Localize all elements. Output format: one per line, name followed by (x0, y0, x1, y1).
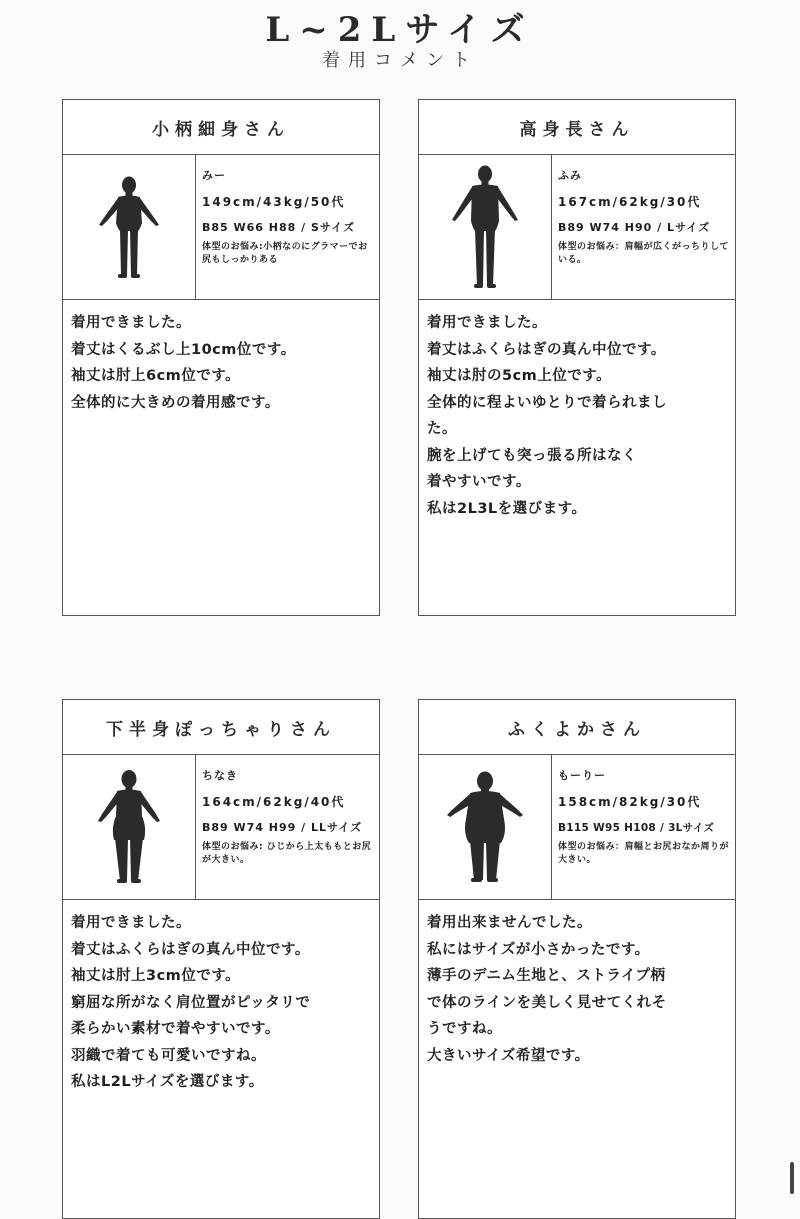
profile-info (552, 755, 735, 899)
plump-person-icon (443, 769, 527, 885)
page-title: L~2Lサイズ (265, 10, 535, 50)
profile-info (196, 155, 379, 299)
card-comments (63, 300, 379, 416)
comment-line: 全体的に大きめの着用感です。 (71, 394, 280, 411)
model-name: もーりー (558, 769, 606, 782)
profile-card (62, 699, 380, 1219)
card-profile (63, 755, 379, 900)
comment-line: 着用出来ませんでした。 (427, 915, 592, 931)
card-heading: 下半身ぽっちゃりさん (63, 700, 379, 755)
model-stats: 164cm/62kg/40代 (202, 795, 346, 809)
figure-cell (63, 755, 196, 899)
comment-line: 袖丈は肘上3cm位です。 (71, 968, 241, 984)
card-profile (419, 755, 735, 900)
card-profile (419, 155, 735, 300)
profile-card (418, 699, 736, 1219)
figure-cell (63, 155, 196, 299)
comment-line: 着丈はふくらはぎの真ん中位です。 (71, 941, 310, 958)
profile-card (418, 99, 736, 616)
model-measurements: B89 W74 H99 / LLサイズ (202, 821, 363, 834)
card-heading: ふくよかさん (419, 700, 735, 755)
comment-line: 袖丈は肘の5cm上位です。 (427, 368, 612, 384)
comment-line: 私にはサイズが小さかったです。 (427, 941, 650, 958)
comment-line: 袖丈は肘上6cm位です。 (71, 368, 241, 384)
page-subtitle: 着用コメント (322, 50, 478, 71)
comment-line: 柔らかい素材で着やすいです。 (71, 1021, 280, 1037)
model-stats: 167cm/62kg/30代 (558, 195, 702, 209)
comment-line: 窮屈な所がなく肩位置がピッタリで (71, 994, 311, 1011)
model-measurements: B85 W66 H88 / Sサイズ (202, 221, 356, 234)
model-stats: 158cm/82kg/30代 (558, 795, 702, 809)
card-comments (419, 900, 735, 1069)
comment-line: 着用できました。 (427, 315, 547, 331)
card-heading: 高身長さん (419, 100, 735, 155)
model-name: ふみ (558, 169, 582, 182)
comment-line: 私は2L3Lを選びます。 (427, 500, 587, 517)
comment-line: 大きいサイズ希望です。 (427, 1047, 590, 1064)
comment-line: 腕を上げても突っ張る所はなく (427, 447, 637, 464)
scrollbar[interactable] (790, 1162, 794, 1194)
model-name: ちなき (202, 769, 238, 782)
model-concern: 体型のお悩み：肩幅とお尻おなか周りが大きい。 (558, 842, 730, 865)
comment-line: 薄手のデニム生地と、ストライプ柄 (427, 968, 666, 984)
profile-info (552, 155, 735, 299)
card-profile (63, 155, 379, 300)
profile-info (196, 755, 379, 899)
model-name: みー (202, 169, 226, 182)
comment-line: 全体的に程よいゆとりで着られまし (427, 394, 667, 411)
card-heading: 小柄細身さん (63, 100, 379, 155)
comment-line: 私はL2Lサイズを選びます。 (71, 1074, 264, 1090)
model-measurements: B89 W74 H90 / Lサイズ (558, 221, 711, 234)
slim-person-icon (94, 173, 164, 281)
comment-line: 着丈はくるぶし上10cm位です。 (71, 341, 296, 358)
comment-line: 着丈はふくらはぎの真ん中位です。 (427, 341, 666, 358)
figure-cell (419, 755, 552, 899)
comment-line: た。 (427, 421, 457, 437)
model-measurements: B115 W95 H108 / 3Lサイズ (558, 822, 715, 834)
model-concern: 体型のお悩み:小柄なのにグラマーでお尻もしっかりある (202, 242, 368, 265)
comment-line: うですね。 (427, 1021, 502, 1037)
tall-person-icon (450, 163, 520, 291)
comment-line: 着用できました。 (71, 315, 191, 331)
profile-card (62, 99, 380, 616)
model-concern: 体型のお悩み：肩幅が広くがっちりしている。 (558, 242, 730, 265)
model-stats: 149cm/43kg/50代 (202, 195, 346, 209)
model-concern: 体型のお悩み: ひじから上太ももとお尻が大きい。 (202, 842, 372, 865)
card-comments (63, 900, 379, 1096)
comment-line: 羽織で着ても可愛いですね。 (71, 1047, 266, 1064)
comment-line: 着やすいです。 (427, 474, 531, 490)
pear-shape-person-icon (94, 768, 164, 886)
comment-line: で体のラインを美しく見せてくれそ (427, 994, 667, 1011)
figure-cell (419, 155, 552, 299)
comment-line: 着用できました。 (71, 915, 191, 931)
card-comments (419, 300, 735, 522)
